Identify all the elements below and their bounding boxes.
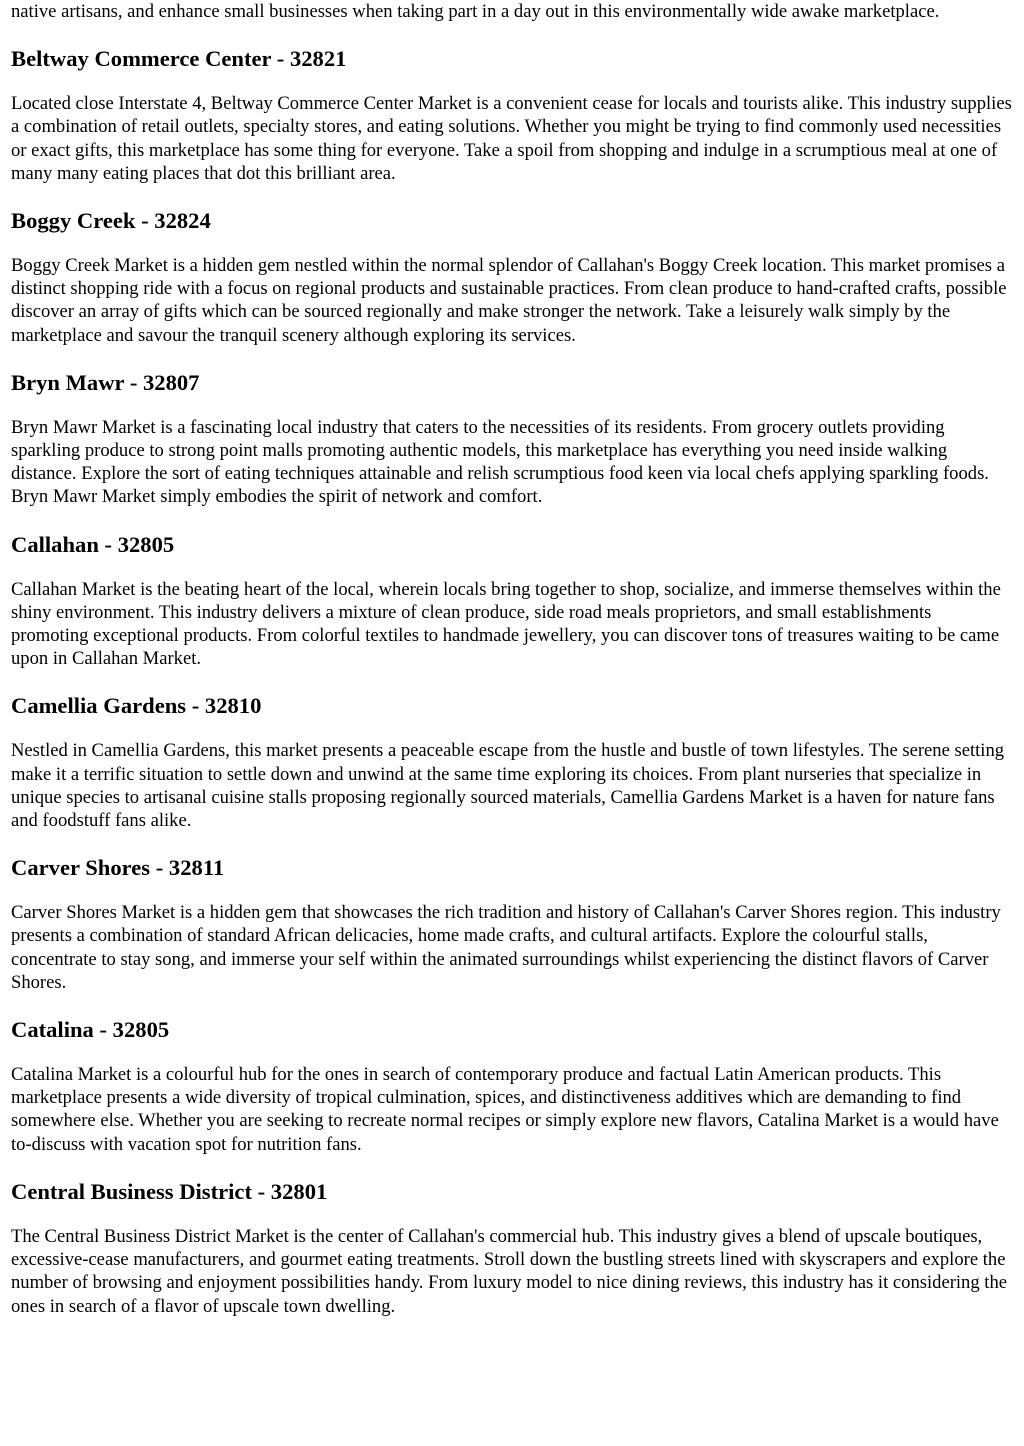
section-boggy-creek xyxy=(11,208,1013,347)
section-paragraph: Boggy Creek Market is a hidden gem nestled within the normal splendor of Callahan's Boggy Creek location. This market promises a distinct shopping ride with a focus on regional products and sustainable practices. From clean produce to hand-crafted crafts, possible discover an array of gifts which can be sourced regionally and make stronger the network. Take a leisurely walk simply by the marketplace and savour the tranquil scenery although exploring its services. xyxy=(11,255,1007,346)
section-paragraph: Nestled in Camellia Gardens, this market presents a peaceable escape from the hustle and bustle of town lifestyles. The serene setting make it a terrific situation to settle down and unwind at the same time exploring its choices. From plant nurseries that specialize in unique species to artisanal cuisine stalls proposing regionally sourced materials, Camellia Gardens Market is a haven for nature fans and foodstuff fans alike. xyxy=(11,740,1005,832)
section-heading: Beltway Commerce Center - 32821 xyxy=(11,46,347,72)
section-paragraph: Carver Shores Market is a hidden gem that showcases the rich tradition and history of Callahan's Carver Shores region. This industry presents a combination of standard African delicacies, home made crafts, and cultural artifacts. Explore the colourful stalls, concentrate to stay song, and immerse your self within the animated surroundings whilst experiencing the distinct flavors of Carver Shores. xyxy=(11,902,1001,993)
section-heading: Catalina - 32805 xyxy=(11,1017,170,1043)
section-heading: Central Business District - 32801 xyxy=(11,1178,328,1204)
section-catalina xyxy=(11,1017,1013,1156)
section-paragraph: Bryn Mawr Market is a fascinating local industry that caters to the necessities of its residents. From grocery outlets providing sparkling produce to strong point malls promoting authentic models, this marketplace has everything you need inside walking distance. Explore the sort of eating techniques attainable and relish scrumptious food keen via local chefs applying sparkling foods. Bryn Mawr Market simply embodies the spirit of network and comfort. xyxy=(11,416,989,508)
section-central-business-district xyxy=(11,1179,1013,1318)
section-bryn-mawr xyxy=(11,370,1013,509)
section-callahan xyxy=(11,532,1013,671)
section-carver-shores xyxy=(11,855,1013,994)
section-heading: Callahan - 32805 xyxy=(11,531,175,557)
section-paragraph: The Central Business District Market is the center of Callahan's commercial hub. This industry gives a blend of upscale boutiques, excessive-cease manufacturers, and gourmet eating treatments. Stroll down the bustling streets lined with skyscrapers and explore the number of browsing and enjoyment possibilities handy. From luxury model to nice dining reviews, this industry has it considering the ones in search of a flavor of upscale town dwelling. xyxy=(11,1225,1008,1317)
intro-paragraph: native artisans, and enhance small businesses when taking part in a day out in this environmentally wide awake marketplace. xyxy=(11,1,940,22)
section-camellia-gardens xyxy=(11,693,1013,832)
section-beltway xyxy=(11,46,1013,185)
section-paragraph: Located close Interstate 4, Beltway Commerce Center Market is a convenient cease for locals and tourists alike. This industry supplies a combination of retail outlets, specialty stores, and eating solutions. Whether you might be trying to find commonly used necessities or exact gifts, this marketplace has some thing for everyone. Take a spoil from shopping and indulge in a scrumptious meal at one of many many eating places that dot this brilliant area. xyxy=(11,93,1012,184)
section-paragraph: Catalina Market is a colourful hub for the ones in search of contemporary produce and factual Latin American products. This marketplace presents a wide diversity of tropical culmination, spices, and distinctiveness additives which are demanding to find somewhere else. Whether you are seeking to recreate normal recipes or simply explore new flavors, Catalina Market is a would have to-discuss with vacation spot for nutrition fans. xyxy=(11,1064,999,1155)
section-heading: Boggy Creek - 32824 xyxy=(11,208,211,234)
section-paragraph: Callahan Market is the beating heart of the local, wherein locals bring together to shop, socialize, and immerse themselves within the shiny environment. This industry delivers a mixture of clean produce, side road meals proprietors, and small establishments promoting exceptional products. From colorful textiles to handmade jewellery, you can discover tons of treasures waiting to be came upon in Callahan Market. xyxy=(11,578,1001,670)
section-heading: Carver Shores - 32811 xyxy=(11,855,225,881)
section-heading: Bryn Mawr - 32807 xyxy=(11,369,200,395)
section-heading: Camellia Gardens - 32810 xyxy=(11,693,262,719)
